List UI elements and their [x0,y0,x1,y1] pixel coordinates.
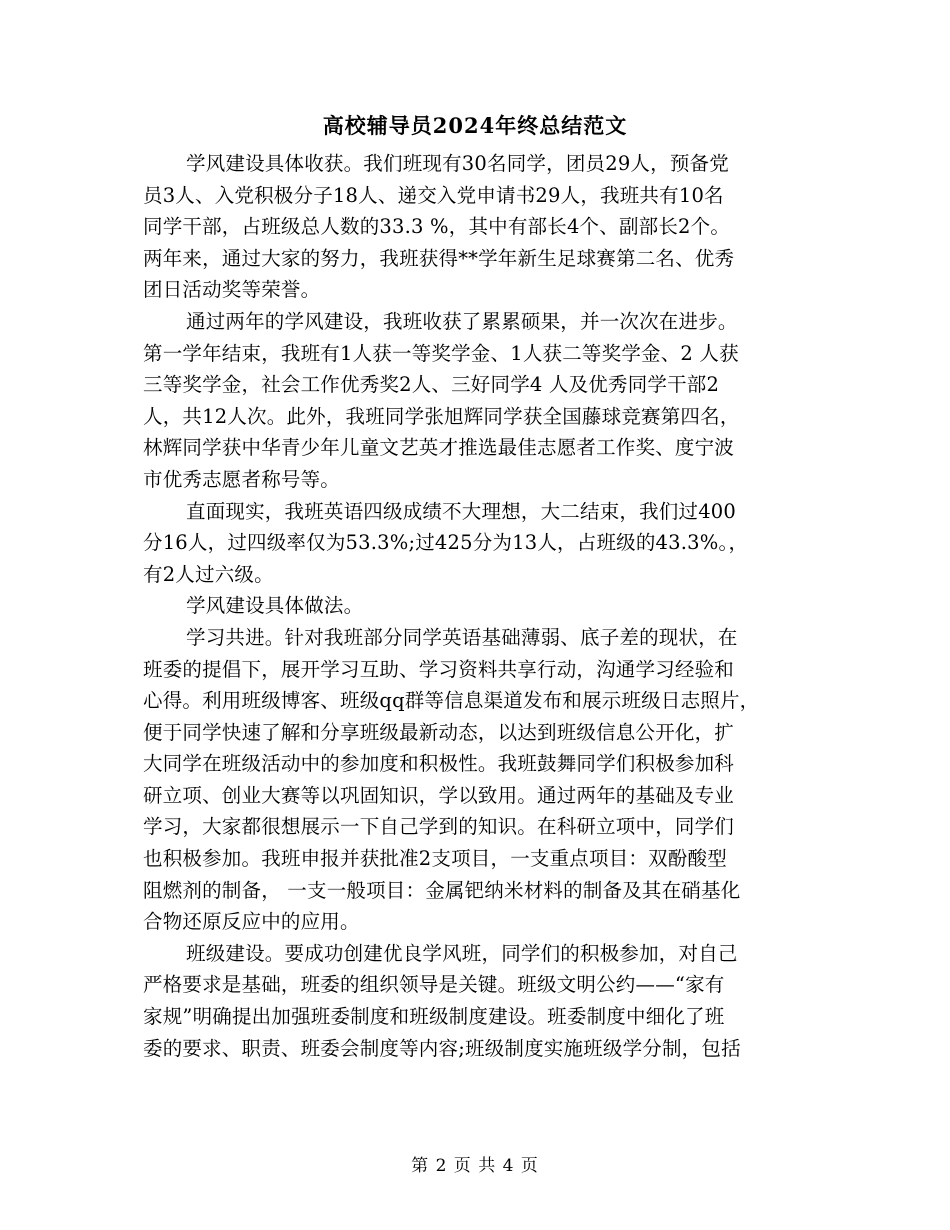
paragraph-line: 学风建设具体做法。 [186,594,364,618]
paragraph-line: 也积极参加。我班申报并获批准2支项目，一支重点项目：双酚酸型 [143,847,727,871]
document-body [143,148,815,1064]
paragraph-line: 人，共12人次。此外，我班同学张旭辉同学获全国藤球竞赛第四名， [143,404,740,428]
paragraph-line: 心得。利用班级博客、班级qq群等信息渠道发布和展示班级日志照片， [143,689,760,713]
paragraph-line: 便于同学快速了解和分享班级最新动态，以达到班级信息公开化，扩 [143,720,735,744]
paragraph-line: 合物还原反应中的应用。 [143,910,360,934]
paragraph-line: 有2人过六级。 [143,562,274,586]
paragraph-line: 研立项、创业大赛等以巩固知识，学以致用。通过两年的基础及专业 [143,783,735,807]
paragraph-line: 两年来，通过大家的努力，我班获得**学年新生足球赛第二名、优秀 [143,246,735,270]
page-number-footer: 第 2 页 共 4 页 [411,1156,539,1176]
paragraph-line: 直面现实，我班英语四级成绩不大理想，大二结束，我们过400 [186,499,737,523]
paragraph-line: 团日活动奖等荣誉。 [143,278,321,302]
paragraph-line: 委的要求、职责、班委会制度等内容;班级制度实施班级学分制，包括 [143,1036,741,1060]
paragraph-line: 严格要求是基础，班委的组织领导是关键。班级文明公约——“家有 [143,973,725,997]
paragraph-line: 林辉同学获中华青少年儿童文艺英才推选最佳志愿者工作奖、度宁波 [143,436,735,460]
paragraph-line: 阻燃剂的制备， 一支一般项目：金属钯纳米材料的制备及其在硝基化 [143,878,741,902]
paragraph-line: 市优秀志愿者称号等。 [143,467,341,491]
document-title: 高校辅导员2024年终总结范文 [322,113,628,138]
paragraph-line: 第一学年结束，我班有1人获一等奖学金、1人获二等奖学金、2 人获 [143,341,739,365]
paragraph-line: 班委的提倡下，展开学习互助、学习资料共享行动，沟通学习经验和 [143,657,735,681]
paragraph-line: 大同学在班级活动中的参加度和积极性。我班鼓舞同学们积极参加科 [143,752,735,776]
paragraph-line: 家规”明确提出加强班委制度和班级制度建设。班委制度中细化了班 [143,1005,725,1029]
paragraph-line: 三等奖学金，社会工作优秀奖2人、三好同学4 人及优秀同学干部2 [143,373,720,397]
paragraph-line: 学习，大家都很想展示一下自己学到的知识。在科研立项中，同学们 [143,815,735,839]
paragraph-line: 班级建设。要成功创建优良学风班，同学们的积极参加，对自己 [186,941,738,965]
paragraph-line: 学风建设具体收获。我们班现有30名同学，团员29人，预备党 [186,152,729,175]
paragraph-line: 学习共进。针对我班部分同学英语基础薄弱、底子差的现状，在 [186,625,738,649]
paragraph-line: 员3人、入党积极分子18人、递交入党申请书29人，我班共有10名 [143,183,724,207]
paragraph-line: 分16人，过四级率仅为53.3%;过425分为13人，占班级的43.3%。， [143,531,749,555]
paragraph-line: 同学干部，占班级总人数的33.3 %，其中有部长4个、副部长2个。 [143,215,731,239]
paragraph-line: 通过两年的学风建设，我班收获了累累硕果，并一次次在进步。 [186,309,738,333]
